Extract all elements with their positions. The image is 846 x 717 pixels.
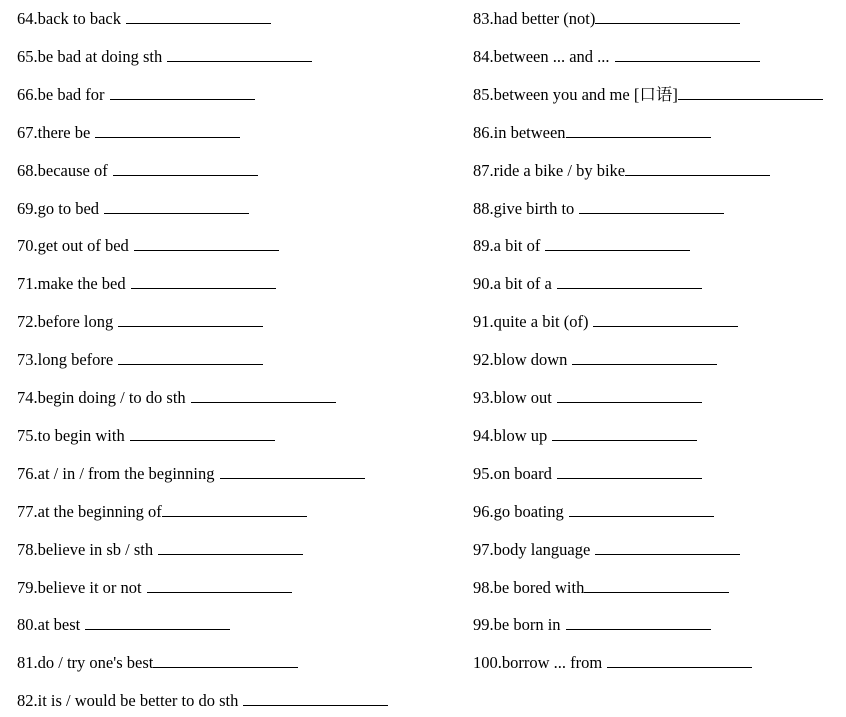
phrase-label: 77.at the beginning of bbox=[17, 501, 162, 521]
phrase-label: 91.quite a bit (of) bbox=[473, 312, 589, 332]
phrase-label: 76.at / in / from the beginning bbox=[17, 463, 215, 483]
exercise-item bbox=[17, 312, 263, 334]
answer-blank[interactable] bbox=[566, 615, 711, 630]
answer-blank[interactable] bbox=[110, 85, 255, 100]
phrase-label: 84.between ... and ... bbox=[473, 46, 610, 66]
answer-blank[interactable] bbox=[595, 540, 740, 555]
answer-blank[interactable] bbox=[118, 350, 263, 365]
answer-blank[interactable] bbox=[545, 236, 690, 251]
phrase-label: 94.blow up bbox=[473, 425, 548, 445]
exercise-item bbox=[17, 426, 275, 448]
exercise-item bbox=[17, 350, 263, 372]
exercise-item bbox=[473, 578, 729, 600]
exercise-item bbox=[473, 47, 760, 69]
phrase-label: 96.go boating bbox=[473, 501, 564, 521]
phrase-label: 67.there be bbox=[17, 122, 91, 142]
exercise-item bbox=[17, 464, 365, 486]
phrase-label: 66.be bad for bbox=[17, 84, 105, 104]
exercise-item bbox=[473, 85, 823, 107]
answer-blank[interactable] bbox=[593, 312, 738, 327]
answer-blank[interactable] bbox=[572, 350, 717, 365]
exercise-item bbox=[17, 236, 279, 258]
phrase-label: 85.between you and me [口语] bbox=[473, 84, 678, 104]
exercise-item bbox=[473, 161, 770, 183]
answer-blank[interactable] bbox=[569, 502, 714, 517]
phrase-label: 99.be born in bbox=[473, 615, 561, 635]
phrase-label: 79.believe it or not bbox=[17, 577, 142, 597]
answer-blank[interactable] bbox=[243, 691, 388, 706]
answer-blank[interactable] bbox=[220, 464, 365, 479]
phrase-label: 65.be bad at doing sth bbox=[17, 46, 163, 66]
answer-blank[interactable] bbox=[158, 540, 303, 555]
exercise-item bbox=[473, 540, 740, 562]
exercise-item bbox=[17, 578, 292, 600]
phrase-label: 89.a bit of bbox=[473, 236, 541, 256]
answer-blank[interactable] bbox=[615, 47, 760, 62]
answer-blank[interactable] bbox=[552, 426, 697, 441]
exercise-item bbox=[17, 615, 230, 637]
exercise-item bbox=[473, 464, 702, 486]
phrase-label: 98.be bored with bbox=[473, 577, 585, 597]
exercise-item bbox=[17, 502, 307, 524]
phrase-label: 64.back to back bbox=[17, 9, 122, 28]
phrase-label: 86.in between bbox=[473, 122, 566, 142]
phrase-label: 73.long before bbox=[17, 350, 114, 370]
phrase-label: 68.because of bbox=[17, 160, 108, 180]
exercise-item bbox=[473, 123, 711, 145]
exercise-item bbox=[473, 199, 724, 221]
phrase-label: 97.body language bbox=[473, 539, 591, 559]
exercise-item bbox=[17, 199, 249, 221]
phrase-label: 80.at best bbox=[17, 615, 81, 635]
answer-blank[interactable] bbox=[130, 426, 275, 441]
exercise-item bbox=[473, 615, 711, 637]
answer-blank[interactable] bbox=[118, 312, 263, 327]
exercise-item bbox=[17, 161, 258, 183]
answer-blank[interactable] bbox=[678, 85, 823, 100]
phrase-label: 83.had better (not) bbox=[473, 9, 596, 28]
phrase-label: 74.begin doing / to do sth bbox=[17, 388, 186, 407]
phrase-label: 95.on board bbox=[473, 463, 552, 483]
answer-blank[interactable] bbox=[607, 653, 752, 668]
phrase-label: 90.a bit of a bbox=[473, 274, 552, 294]
phrase-label: 87.ride a bike / by bike bbox=[473, 160, 626, 180]
answer-blank[interactable] bbox=[134, 236, 279, 251]
exercise-item bbox=[473, 502, 714, 524]
answer-blank[interactable] bbox=[191, 388, 336, 403]
phrase-label: 81.do / try one's best bbox=[17, 653, 154, 673]
answer-blank[interactable] bbox=[104, 199, 249, 214]
answer-blank[interactable] bbox=[557, 388, 702, 403]
phrase-label: 88.give birth to bbox=[473, 198, 575, 218]
answer-blank[interactable] bbox=[126, 9, 271, 24]
answer-blank[interactable] bbox=[131, 274, 276, 289]
exercise-item bbox=[473, 653, 752, 675]
answer-blank[interactable] bbox=[167, 47, 312, 62]
exercise-item bbox=[473, 274, 702, 296]
phrase-label: 71.make the bed bbox=[17, 274, 126, 294]
exercise-item bbox=[473, 426, 697, 448]
exercise-item bbox=[473, 388, 702, 410]
answer-blank[interactable] bbox=[113, 161, 258, 176]
exercise-item bbox=[17, 388, 336, 410]
exercise-item bbox=[473, 350, 717, 372]
answer-blank[interactable] bbox=[147, 578, 292, 593]
exercise-item bbox=[17, 274, 276, 296]
exercise-item bbox=[17, 540, 303, 562]
answer-blank[interactable] bbox=[566, 123, 711, 138]
exercise-item bbox=[17, 47, 312, 69]
answer-blank[interactable] bbox=[557, 464, 702, 479]
exercise-item bbox=[17, 9, 271, 31]
answer-blank[interactable] bbox=[95, 123, 240, 138]
exercise-item bbox=[17, 85, 255, 107]
exercise-item bbox=[17, 123, 240, 145]
answer-blank[interactable] bbox=[584, 578, 729, 593]
exercise-item bbox=[473, 236, 690, 258]
exercise-item bbox=[473, 9, 740, 31]
phrase-label: 69.go to bed bbox=[17, 198, 100, 218]
answer-blank[interactable] bbox=[579, 199, 724, 214]
answer-blank[interactable] bbox=[162, 502, 307, 517]
answer-blank[interactable] bbox=[595, 9, 740, 24]
phrase-label: 70.get out of bed bbox=[17, 236, 129, 256]
exercise-item bbox=[17, 653, 298, 675]
phrase-label: 93.blow out bbox=[473, 388, 552, 407]
phrase-label: 92.blow down bbox=[473, 350, 568, 370]
phrase-label: 75.to begin with bbox=[17, 425, 125, 445]
phrase-label: 78.believe in sb / sth bbox=[17, 539, 154, 559]
phrase-label: 82.it is / would be better to do sth bbox=[17, 691, 239, 711]
phrase-label: 72.before long bbox=[17, 312, 114, 332]
answer-blank[interactable] bbox=[625, 161, 770, 176]
phrase-label: 100.borrow ... from bbox=[473, 653, 603, 673]
answer-blank[interactable] bbox=[85, 615, 230, 630]
answer-blank[interactable] bbox=[557, 274, 702, 289]
exercise-item bbox=[17, 691, 388, 713]
exercise-item bbox=[473, 312, 738, 334]
answer-blank[interactable] bbox=[153, 653, 298, 668]
